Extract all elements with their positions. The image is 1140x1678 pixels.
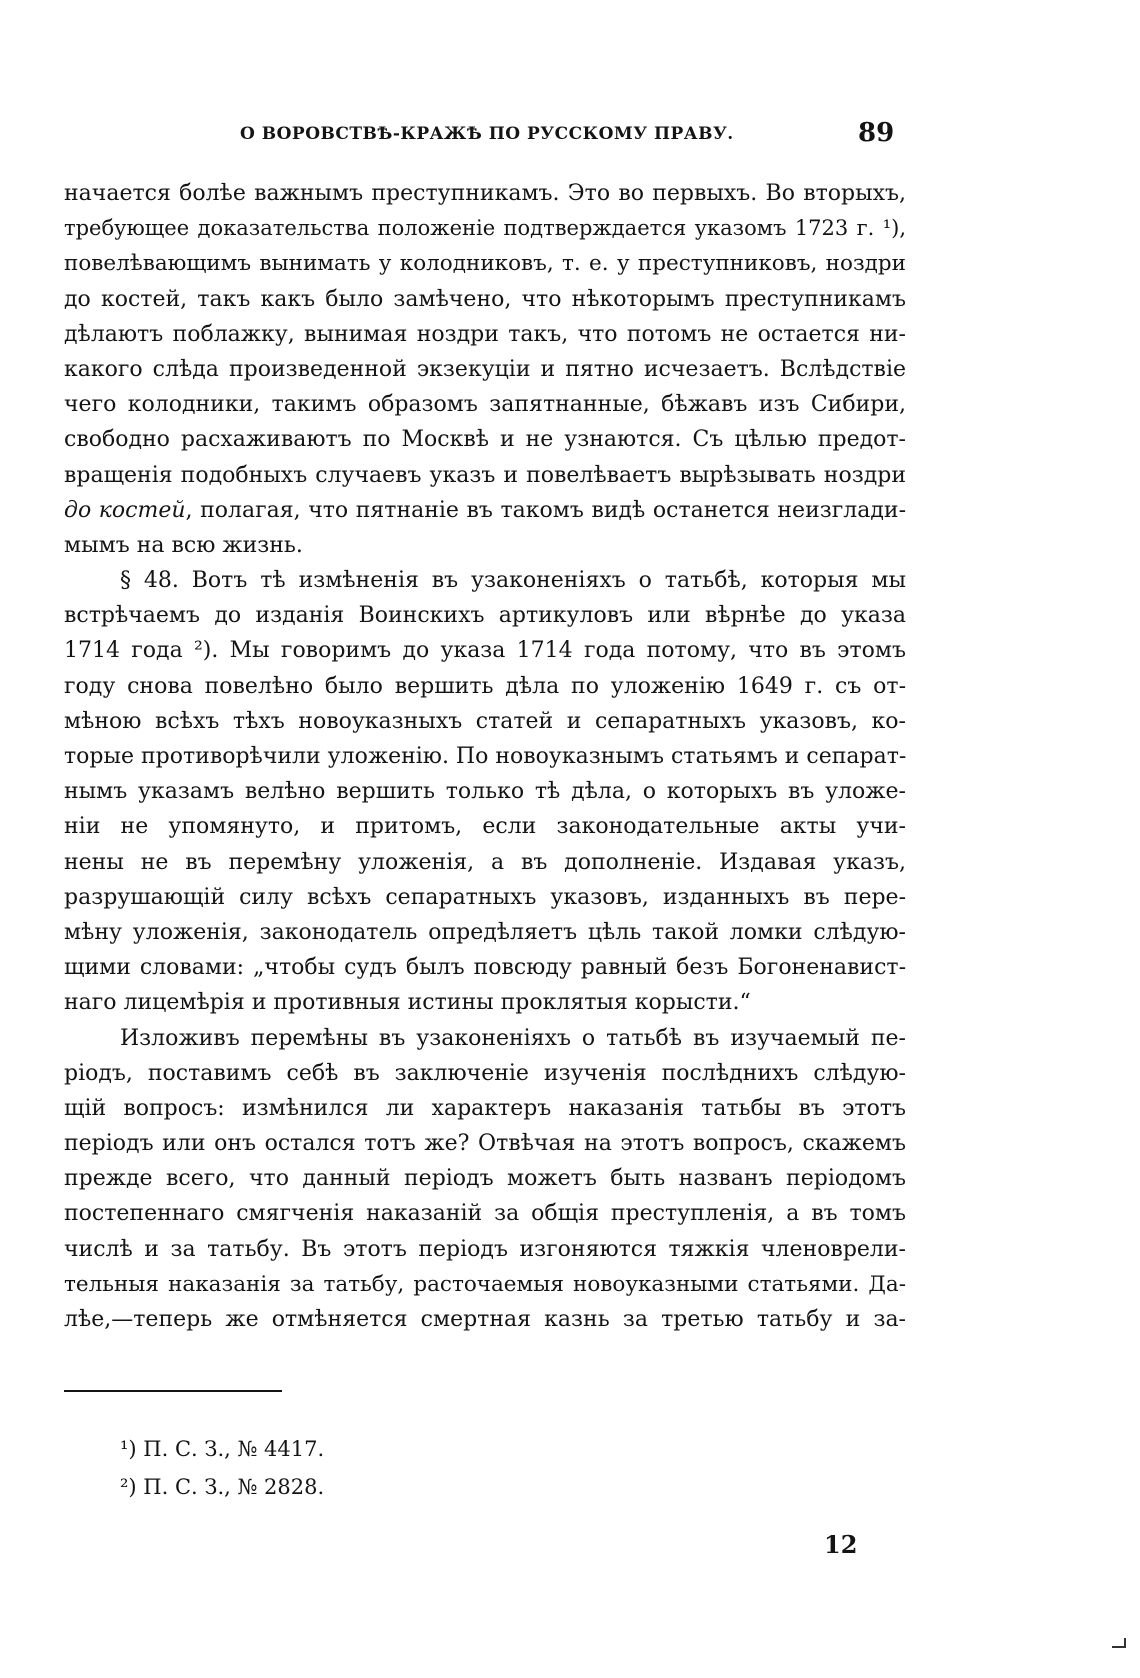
text-line: § 48. Вотъ тѣ измѣненія въ узаконеніяхъ о татьбѣ, которыя мы	[120, 568, 906, 594]
text-line: дѣлаютъ поблажку, вынимая ноздри такъ, что потомъ не остается ни-	[64, 321, 906, 347]
text-line-rest: , полагая, что пятнаніе въ такомъ видѣ останется неизглади-	[185, 497, 906, 523]
text-line: году снова повелѣно было вершить дѣла по уложенію 1649 г. съ от-	[64, 673, 906, 699]
text-line: мѣну уложенія, законодатель опредѣляетъ цѣль такой ломки слѣдую-	[64, 919, 906, 945]
running-header: О ВОРОВСТВѢ-КРАЖѢ ПО РУССКОМУ ПРАВУ.	[240, 124, 734, 144]
text-line	[64, 493, 906, 528]
paragraph-3	[64, 1021, 906, 1338]
footnote-1	[120, 1430, 324, 1468]
text-line: числѣ и за татьбу. Въ этотъ періодъ изгоняются тяжкія членоврели-	[64, 1236, 906, 1262]
text-line: прежде всего, что данный періодъ можетъ быть названъ періодомъ	[64, 1166, 906, 1192]
text-line: постепеннаго смягченія наказаній за общія преступленія, а въ томъ	[64, 1201, 906, 1227]
text-line: разрушающій силу всѣхъ сепаратныхъ указовъ, изданныхъ въ пере-	[64, 884, 906, 910]
footnote-text: П. С. З., № 2828.	[136, 1475, 325, 1499]
text-line: до костей, такъ какъ было замѣчено, что нѣкоторымъ преступникамъ	[64, 286, 906, 312]
scan-corner-mark	[1112, 1638, 1126, 1648]
italic-phrase: до костей	[64, 497, 186, 523]
text-line: тельныя наказанія за татьбу, расточаемыя новоуказными статьями. Да-	[64, 1271, 906, 1297]
text-line: начается болѣе важнымъ преступникамъ. Это во первыхъ. Во вторыхъ,	[64, 181, 906, 206]
page-number: 89	[858, 118, 895, 148]
text-line: какого слѣда произведенной экзекуціи и пятно исчезаетъ. Вслѣдствіе	[64, 356, 906, 382]
text-line: ніи не упомянуто, и притомъ, если законодательные акты учи-	[64, 814, 906, 840]
text-line: нены не въ перемѣну уложенія, а въ дополненіе. Издавая указъ,	[64, 849, 906, 875]
footnote-2	[120, 1468, 324, 1506]
text-line: наго лицемѣрія и противныя истины проклятыя корысти.“	[64, 990, 751, 1016]
footnote-text: П. С. З., № 4417.	[136, 1437, 325, 1461]
text-line: щими словами: „чтобы судъ былъ повсюду равный безъ Богоненавист-	[64, 955, 906, 981]
paragraph-1	[64, 176, 906, 563]
footnote-mark: ²)	[120, 1475, 137, 1499]
signature-mark: 12	[824, 1530, 858, 1559]
text-line: періодъ или онъ остался тотъ же? Отвѣчая на этотъ вопросъ, скажемъ	[64, 1131, 906, 1157]
text-line: встрѣчаемъ до изданія Воинскихъ артикуловъ или вѣрнѣе до указа	[64, 603, 906, 629]
text-line: лѣе,—теперь же отмѣняется смертная казнь за третью татьбу и за-	[64, 1307, 906, 1332]
text-line: торые противорѣчили уложенію. По новоуказнымъ статьямъ и сепарат-	[64, 744, 907, 769]
text-line: нымъ указамъ велѣно вершить только тѣ дѣла, о которыхъ въ уложе-	[64, 779, 906, 805]
text-line: мѣною всѣхъ тѣхъ новоуказныхъ статей и сепаратныхъ указовъ, ко-	[64, 708, 906, 734]
footnote-mark: ¹)	[120, 1437, 137, 1461]
text-line: чего колодники, такимъ образомъ запятнанные, бѣжавъ изъ Сибири,	[64, 392, 906, 418]
text-line: требующее доказательства положеніе подтверждается указомъ 1723 г. ¹),	[64, 216, 906, 241]
text-line: щій вопросъ: измѣнился ли характеръ наказанія татьбы въ этотъ	[64, 1095, 906, 1121]
text-line: Изложивъ перемѣны въ узаконеніяхъ о татьбѣ въ изучаемый пе-	[120, 1025, 906, 1051]
paragraph-section-48	[64, 563, 906, 1020]
text-line: мымъ на всю жизнь.	[64, 532, 303, 558]
text-line: 1714 года ²). Мы говоримъ до указа 1714 года потому, что въ этомъ	[64, 638, 906, 664]
footnotes	[120, 1430, 324, 1506]
text-line: повелѣвающимъ вынимать у колодниковъ, т. е. у преступниковъ, ноздри	[64, 251, 906, 277]
text-line: свободно расхаживаютъ по Москвѣ и не узнаются. Съ цѣлью предот-	[64, 427, 906, 453]
text-line: ріодъ, поставимъ себѣ въ заключеніе изученія послѣднихъ слѣдую-	[64, 1060, 906, 1086]
footnote-divider	[64, 1390, 282, 1392]
body-text	[64, 176, 906, 1337]
text-line: вращенія подобныхъ случаевъ указъ и повелѣваетъ вырѣзывать ноздри	[64, 462, 906, 488]
